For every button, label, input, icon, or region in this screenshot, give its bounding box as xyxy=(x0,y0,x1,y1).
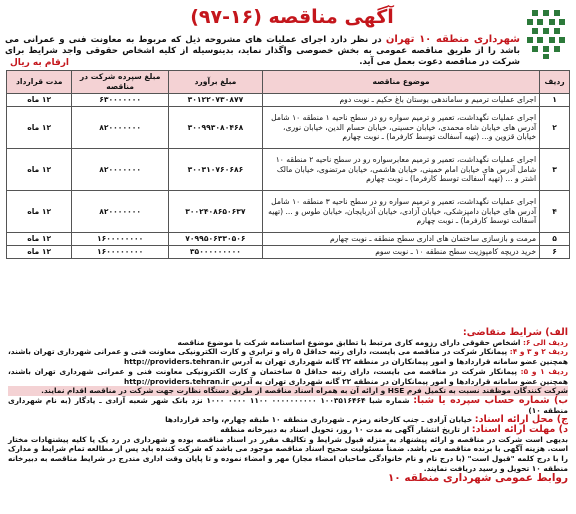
table-row xyxy=(7,107,570,149)
row-duration: ۱۲ ماه xyxy=(7,191,72,233)
col-duration-header: مدت قرارداد xyxy=(7,71,72,94)
table-row xyxy=(7,233,570,246)
row-subject: اجرای عملیات نگهداشت، تعمیر و ترمیم سواره رو در سطح ناحیه ۳ منطقه ۱۰ شامل آدرس های خیابان دامپزشکی، خیابان آزادی، خیابان آذربایجان، خیابان طوس و ... (تهیه آسفالت توسط کارفرما) ـ نوبت چهارم xyxy=(263,191,540,233)
row-deposit: ۱۶۰۰۰۰۰۰۰۰ xyxy=(72,246,168,259)
notice-intro xyxy=(5,34,520,68)
row-duration: ۱۲ ماه xyxy=(7,149,72,191)
public-relations-signature: روابط عمومی شهرداری منطقه ۱۰ xyxy=(387,471,568,484)
amount-unit-label: ارقام به ریال xyxy=(10,58,69,68)
condition-item: ردیف ۱ و ۵: پیمانکار شرکت در مناقصه می بایست، دارای رتبه حداقل ۵ ساختمان و کارت الکترونیکی معاونت فنی و عمرانی شهرداری تهران باشند، همچنین عضو سامانه قراردادها و امور پیمانکاران در منطقه ۲۲ گانه شهرداری تهران به آدرس http://providers.tehran.ir xyxy=(8,366,568,386)
document-location: ج) محل ارائه اسناد: خیابان آزادی ـ جنب کارخانه زمزم ـ شهرداری منطقه ۱۰ طبقه چهارم، واحد قراردادها xyxy=(165,414,568,426)
row-deposit: ۶۳۰۰۰۰۰۰۰ xyxy=(72,94,168,107)
general-notes: بدیهی است شرکت در مناقصه و ارائه پیشنهاد به منزله قبول شرایط و تکالیف مقرر در اسناد مناقصه بوده و شهرداری در رد یک یا کلیه پیشنهادات مختار است. هزینه آگهی با برنده مناقصه می باشد. ضمناً مسئولیت صحیح اسناد مناقصه موجود می باشد که شرکت کننده باید پس از مطالعه تمام شرایط و مدارک را با درج کلمه "قبول است" (با درج نام و نام خانوادگی صاحبان امضاء مجاز) مهر و امضاء نموده و تا پایان وقت اداری مندرج در شرایط مناقصه به دبیرخانه منطقه ۱۰ تحویل و رسید دریافت نمایند. xyxy=(8,434,568,473)
row-estimate: ۳۰۰۳۱۰۷۶۰۶۸۶ xyxy=(168,149,262,191)
document-deadline: د) مهلت ارائه اسناد: از تاریخ انتشار آگهی به مدت ۱۰ روز، تحویل اسناد به دبیرخانه منطقه xyxy=(220,424,568,436)
row-index: ۳ xyxy=(540,149,570,191)
col-deposit-header: مبلغ سپرده شرکت در مناقصه xyxy=(72,71,168,94)
hse-note: شرکت کنندگان موظفند نسبت به تکمیل فرم HSE و ارائه آن به همراه اسناد مناقصه از طریق دستگاه نظارت جهت شرکت در مناقصه اقدام نمایند. xyxy=(8,386,568,396)
row-subject: خرید دریچه کامپوزیت سطح منطقه ۱۰ ـ نوبت سوم xyxy=(263,246,540,259)
row-subject: اجرای عملیات نگهداشت، تعمیر و ترمیم معابرسواره رو در سطح ناحیه ۲ منطقه ۱۰ شامل آدرس های خیابان امام خمینی، خیابان هاشمی، خیابان مرتضوی، خیابان مالک اشتر و ... (تهیه آسفالت توسط کارفرما) ـ نوبت چهارم xyxy=(263,149,540,191)
intro-part-2: می باشد را از طریق مناقصه عمومی به بخش خصوصی واگذار نماید، بدینوسیله از کلیه اشخاص حقوقی واجد شرایط برای شرکت در مناقصه دعوت بعمل می آید. xyxy=(5,35,520,67)
col-estimate-header: مبلغ برآورد xyxy=(168,71,262,94)
row-index: ۱ xyxy=(540,94,570,107)
table-header-row xyxy=(7,71,570,94)
row-estimate: ۳۵۰۰۰۰۰۰۰۰۰ xyxy=(168,246,262,259)
row-estimate: ۳۰۰۲۴۰۸۶۵۰۶۳۷ xyxy=(168,191,262,233)
table-row xyxy=(7,94,570,107)
col-subject-header: موضوع مناقصه xyxy=(263,71,540,94)
row-index: ۶ xyxy=(540,246,570,259)
municipality-name: شهرداری منطقه ۱۰ تهران xyxy=(385,34,521,45)
tender-conditions xyxy=(8,328,568,483)
row-duration: ۱۲ ماه xyxy=(7,94,72,107)
conditions-title: الف) شرایط متقاضی: xyxy=(462,327,568,338)
deposit-account: ب) شماره حساب سپرده یا شبا: شماره شبا ۱۰۰۳۵۱۶۴۶۴ ۰۰۰۰۰۰۰۰۰۰ ۱۱۰۰ ۰۰۰۰ ۱۰۰۰ نزد بانک شهر شعبه آزادی ـ یادگار (به نام شهرداری منطقه ۱۰) xyxy=(8,394,568,415)
condition-item: ردیف الی ۶: اشخاص حقوقی دارای رزومه کاری مرتبط با تطابق موضوع اساسنامه شرکت با موضوع مناقصه xyxy=(177,337,568,347)
row-duration: ۱۲ ماه xyxy=(7,246,72,259)
row-subject: مرمت و بازسازی ساختمان های اداری سطح منطقه ـ نوبت چهارم xyxy=(263,233,540,246)
row-subject: اجرای عملیات ترمیم و ساماندهی بوستان باغ حکیم ـ نوبت دوم xyxy=(263,94,540,107)
intro-part-1: در نظر دارد اجرای عملیات های مشروحه ذیل که مربوط به xyxy=(121,35,386,45)
intro-bold: معاونت فنی و عمرانی xyxy=(23,35,122,45)
providers-link[interactable]: http://providers.tehran.ir xyxy=(123,357,230,367)
row-deposit: ۱۶۰۰۰۰۰۰۰۰ xyxy=(72,233,168,246)
row-subject: اجرای عملیات نگهداشت، تعمیر و ترمیم سواره رو در سطح ناحیه ۱ منطقه ۱۰ شامل آدرس های خیابان شاه محمدی، خیابان حسینی، خیابان حسام الدین، خیابان نوری، خیابان قزوین و... (تهیه آسفالت توسط کارفرما) ـ نوبت چهارم xyxy=(263,107,540,149)
table-row xyxy=(7,191,570,233)
row-deposit: ۸۲۰۰۰۰۰۰۰ xyxy=(72,149,168,191)
row-deposit: ۸۲۰۰۰۰۰۰۰ xyxy=(72,191,168,233)
row-duration: ۱۲ ماه xyxy=(7,233,72,246)
row-estimate: ۳۰۰۹۹۳۰۸۰۴۶۸ xyxy=(168,107,262,149)
tender-table xyxy=(6,70,570,259)
notice-title: آگهی مناقصه (۱۶-۹۷) xyxy=(190,6,394,28)
row-index: ۲ xyxy=(540,107,570,149)
col-index-header: ردیف xyxy=(540,71,570,94)
row-estimate: ۳۰۱۲۲۰۷۳۰۸۷۷ xyxy=(168,94,262,107)
notice-header xyxy=(4,4,572,68)
table-row xyxy=(7,149,570,191)
row-duration: ۱۲ ماه xyxy=(7,107,72,149)
row-index: ۴ xyxy=(540,191,570,233)
tehran-municipality-logo-icon xyxy=(524,6,568,60)
providers-link[interactable]: http://providers.tehran.ir xyxy=(123,376,230,386)
condition-item: ردیف ۲ و ۳ و ۴: پیمانکار شرکت در مناقصه می بایست، دارای رتبه حداقل ۵ راه و ترابری و کارت الکترونیکی معاونت فنی و عمرانی شهرداری تهران باشند، همچنین عضو سامانه قراردادها و امور پیمانکاران در منطقه ۲۲ گانه شهرداری تهران به آدرس http://providers.tehran.ir xyxy=(8,347,569,367)
row-index: ۵ xyxy=(540,233,570,246)
row-deposit: ۸۲۰۰۰۰۰۰۰ xyxy=(72,107,168,149)
row-estimate: ۷۰۹۹۵۰۶۳۳۰۵۰۶ xyxy=(168,233,262,246)
table-row xyxy=(7,246,570,259)
